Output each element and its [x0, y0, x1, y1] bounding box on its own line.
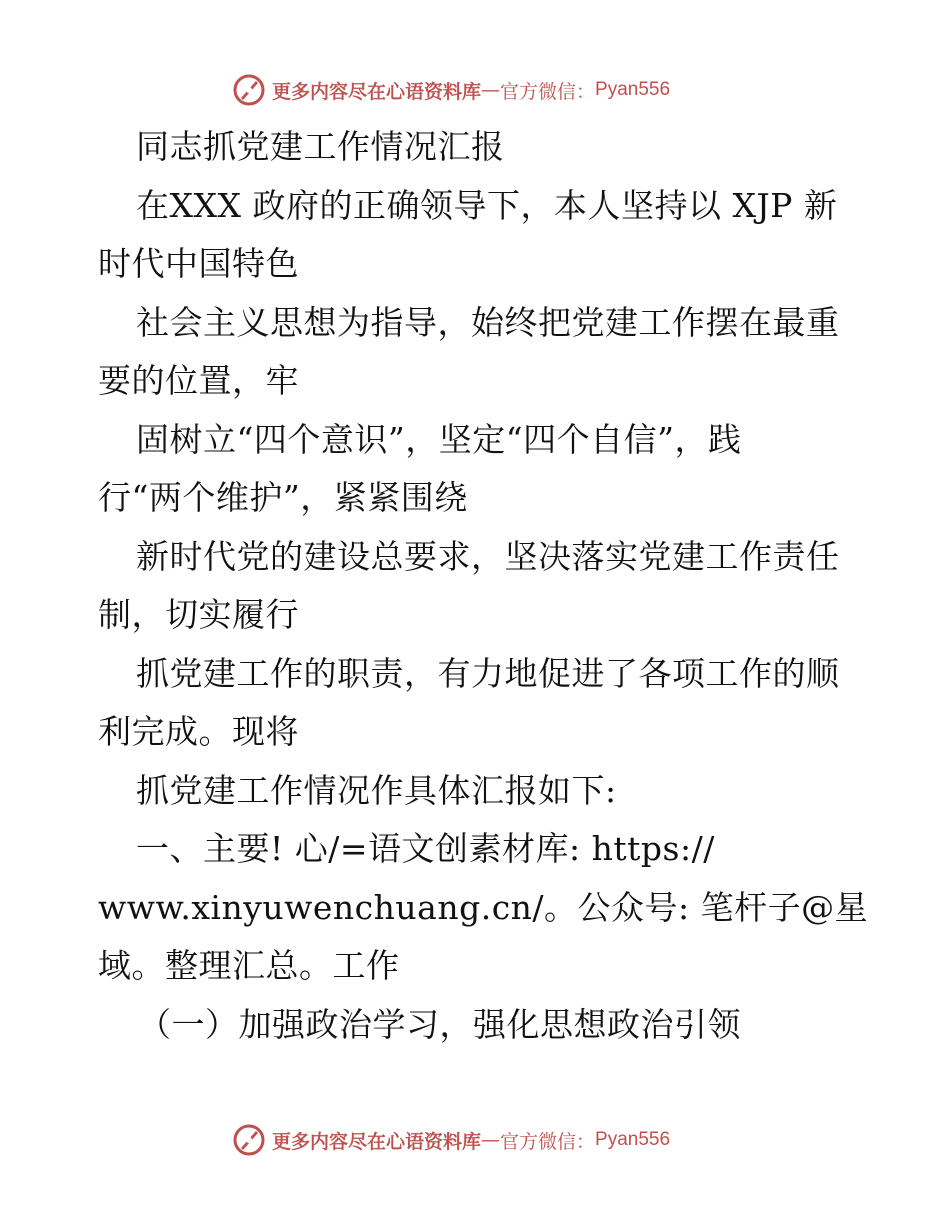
document-title: 同志抓党建工作情况汇报 [136, 127, 505, 166]
text-line: 时代中国特色 [98, 244, 299, 283]
banner-wechat-id: Pyan556 [595, 79, 671, 100]
text-line: 利完成。现将 [98, 712, 299, 751]
banner-separator: — [481, 1129, 501, 1151]
banner-separator: — [481, 79, 501, 101]
section-heading: （一）加强政治学习，强化思想政治引领 [138, 1004, 741, 1044]
banner-text: 更多内容尽在心语资料库 [272, 1130, 482, 1153]
banner-wechat-id: Pyan556 [595, 1129, 671, 1150]
text-line: 行“两个维护”，紧紧围绕 [98, 478, 468, 517]
quill-logo-icon [232, 1123, 266, 1157]
quill-logo-icon [232, 73, 266, 107]
text-line: 一、主要! 心/=语文创素材库: https:// [136, 829, 715, 868]
text-line: 抓党建工作情况作具体汇报如下: [136, 770, 617, 810]
text-line: 抓党建工作的职责，有力地促进了各项工作的顺 [136, 653, 840, 693]
footer-banner [232, 1120, 670, 1160]
text-line: 制，切实履行 [98, 595, 299, 634]
banner-wechat-label: 官方微信： [500, 1130, 596, 1153]
text-line: 固树立“四个意识”，坚定“四个自信”，践 [136, 419, 742, 459]
document-body [98, 118, 868, 1054]
header-banner [232, 70, 670, 110]
banner-text: 更多内容尽在心语资料库 [272, 80, 482, 103]
text-line: 要的位置，牢 [98, 361, 299, 400]
text-line: 在XXX 政府的正确领导下，本人坚持以 XJP 新 [136, 185, 838, 225]
text-line: www.xinyuwenchuang.cn/。公众号: 笔杆子@星 [98, 887, 869, 927]
banner-wechat-label: 官方微信： [500, 80, 596, 103]
text-line: 新时代党的建设总要求，坚决落实党建工作责任 [136, 536, 840, 576]
text-line: 社会主义思想为指导，始终把党建工作摆在最重 [136, 302, 840, 342]
text-line: 域。整理汇总。工作 [98, 946, 400, 985]
